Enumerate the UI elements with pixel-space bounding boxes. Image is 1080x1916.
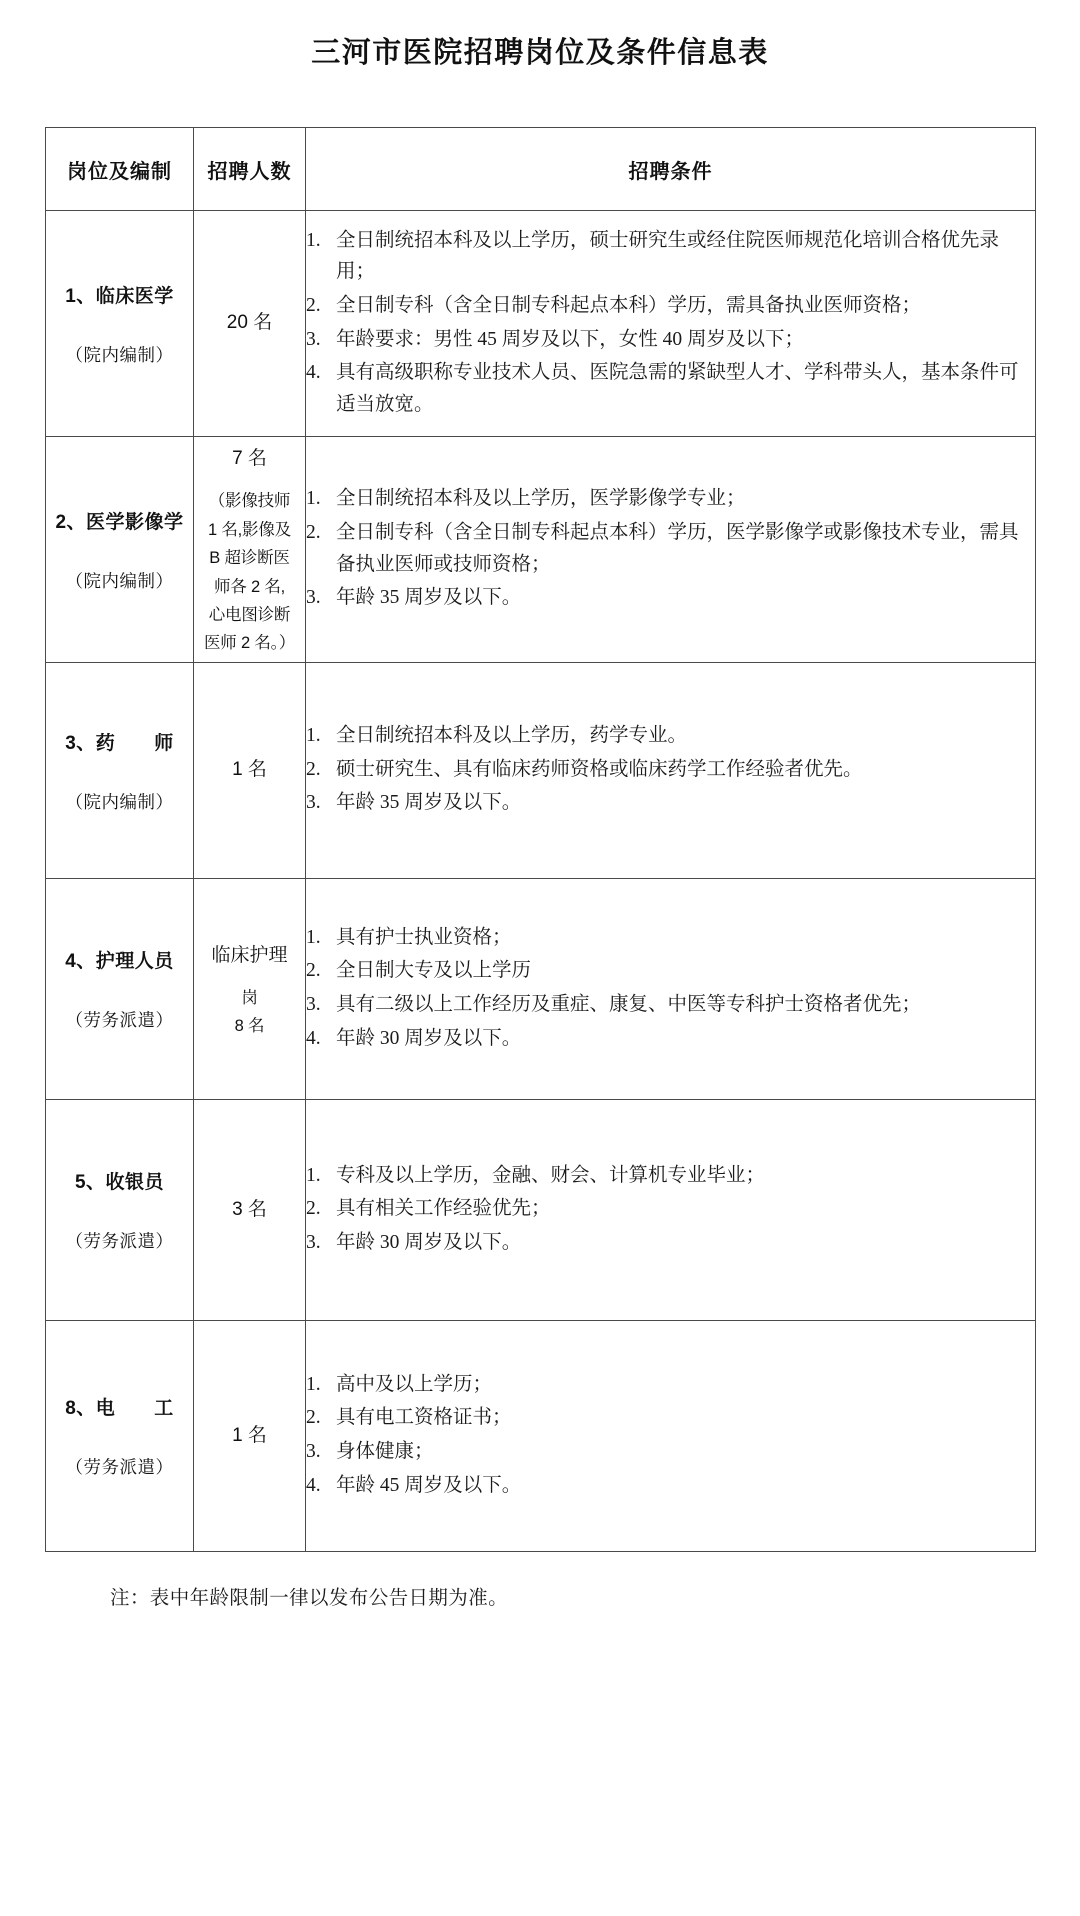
- condition-text: 全日制统招本科及以上学历，硕士研究生或经住院医师规范化培训合格优先录用；: [336, 229, 1000, 283]
- condition-marker: 3.: [306, 1441, 321, 1462]
- table-row: [46, 211, 1036, 437]
- condition-marker: 2.: [306, 960, 321, 982]
- condition-item: [306, 1227, 1035, 1259]
- condition-marker: 1.: [306, 229, 321, 251]
- condition-text: 年龄 45 周岁及以下。: [336, 1474, 522, 1496]
- condition-text: 具有护士执业资格；: [336, 926, 512, 948]
- conditions-list: [306, 922, 1035, 1054]
- cell-conditions: [306, 1321, 1036, 1552]
- cell-count: [194, 1100, 306, 1321]
- condition-marker: 1.: [306, 725, 321, 747]
- condition-marker: 3.: [306, 994, 321, 1015]
- condition-text: 年龄 30 周岁及以下。: [336, 1027, 522, 1049]
- condition-item: [306, 1402, 1035, 1434]
- conditions-list: [306, 1369, 1035, 1501]
- condition-item: [306, 225, 1035, 288]
- condition-item: [306, 1369, 1035, 1401]
- column-header-conditions: 招聘条件: [306, 128, 1036, 211]
- table-row: [46, 437, 1036, 663]
- condition-marker: 3.: [306, 1231, 321, 1253]
- condition-text: 年龄 35 周岁及以下。: [336, 792, 522, 814]
- condition-item: [306, 357, 1035, 420]
- cell-count: [194, 663, 306, 879]
- condition-marker: 2.: [306, 1407, 321, 1429]
- recruitment-table-wrapper: [45, 127, 1035, 1552]
- condition-item: [306, 1160, 1035, 1192]
- count-main: 临床护理: [211, 944, 288, 966]
- condition-item: [306, 483, 1035, 515]
- condition-text: 全日制统招本科及以上学历，医学影像学专业；: [336, 488, 746, 510]
- count-detail-line: 心电图诊断: [208, 605, 291, 624]
- condition-item: [306, 324, 1035, 356]
- cell-conditions: [306, 1100, 1036, 1321]
- post-name: 8、电 工: [65, 1398, 174, 1419]
- condition-item: [306, 517, 1035, 580]
- condition-item: [306, 1193, 1035, 1225]
- condition-item: [306, 290, 1035, 322]
- condition-item: [306, 1023, 1035, 1055]
- condition-marker: 3.: [306, 587, 321, 609]
- page-title: 三河市医院招聘岗位及条件信息表: [311, 37, 769, 69]
- post-establishment: （院内编制）: [65, 570, 174, 591]
- condition-marker: 2.: [306, 521, 321, 543]
- cell-count: [194, 211, 306, 437]
- condition-text: 具有高级职称专业技术人员、医院急需的紧缺型人才、学科带头人，基本条件可适当放宽。: [336, 362, 1019, 415]
- post-name: 5、收银员: [74, 1172, 165, 1193]
- condition-text: 全日制专科（含全日制专科起点本科）学历，医学影像学或影像技术专业，需具备执业医师或技师资格；: [336, 521, 1019, 575]
- column-header-post: 岗位及编制: [46, 128, 194, 211]
- table-header-row: [46, 128, 1036, 211]
- condition-item: [306, 1470, 1035, 1502]
- table-row: [46, 663, 1036, 879]
- count-main: 3 名: [232, 1198, 267, 1220]
- condition-item: [306, 922, 1035, 954]
- condition-marker: 2.: [306, 758, 321, 780]
- cell-count: [194, 879, 306, 1100]
- condition-text: 身体健康；: [336, 1441, 434, 1462]
- condition-text: 年龄 35 周岁及以下。: [336, 587, 522, 609]
- conditions-list: [306, 483, 1035, 613]
- condition-text: 具有二级以上工作经历及重症、康复、中医等专科护士资格者优先；: [336, 994, 922, 1015]
- cell-conditions: [306, 211, 1036, 437]
- condition-text: 年龄要求：男性 45 周岁及以下，女性 40 周岁及以下；: [336, 328, 805, 350]
- cell-post: [46, 879, 194, 1100]
- cell-post: [46, 1100, 194, 1321]
- count-detail-line: 师各 2 名,: [213, 577, 286, 596]
- count-main: 7 名: [232, 448, 267, 470]
- condition-marker: 2.: [306, 1198, 321, 1220]
- table-row: [46, 1100, 1036, 1321]
- condition-text: 全日制大专及以上学历: [336, 960, 532, 982]
- post-name: 4、护理人员: [65, 951, 174, 972]
- condition-text: 专科及以上学历，金融、财会、计算机专业毕业；: [336, 1164, 766, 1186]
- table-body: [46, 211, 1036, 1552]
- condition-item: [306, 955, 1035, 987]
- count-detail-line: 医师 2 名。）: [204, 634, 295, 653]
- conditions-list: [306, 720, 1035, 819]
- table-row: [46, 1321, 1036, 1552]
- cell-conditions: [306, 663, 1036, 879]
- cell-count: [194, 437, 306, 663]
- condition-item: [306, 1436, 1035, 1468]
- post-name: 2、医学影像学: [55, 511, 184, 533]
- footer-note: 注：表中年龄限制一律以发布公告日期为准。: [110, 1588, 509, 1609]
- count-detail: [194, 984, 305, 1041]
- condition-marker: 4.: [306, 362, 321, 384]
- count-detail-line: 8 名: [234, 1017, 265, 1036]
- post-establishment: （劳务派遣）: [65, 1010, 174, 1030]
- count-main: 1 名: [232, 759, 267, 781]
- cell-post: [46, 663, 194, 879]
- condition-marker: 1.: [306, 1373, 321, 1395]
- post-establishment: （院内编制）: [65, 791, 174, 812]
- condition-text: 全日制统招本科及以上学历，药学专业。: [336, 725, 688, 747]
- condition-item: [306, 582, 1035, 614]
- cell-post: [46, 211, 194, 437]
- condition-marker: 4.: [306, 1474, 321, 1496]
- condition-marker: 1.: [306, 1164, 321, 1186]
- condition-marker: 2.: [306, 294, 321, 316]
- post-establishment: （劳务派遣）: [65, 1231, 174, 1251]
- cell-conditions: [306, 879, 1036, 1100]
- condition-item: [306, 720, 1035, 752]
- conditions-list: [306, 225, 1035, 420]
- condition-marker: 1.: [306, 926, 321, 948]
- condition-marker: 3.: [306, 328, 321, 350]
- table-header: [46, 128, 1036, 211]
- condition-item: [306, 989, 1035, 1021]
- count-detail-line: （影像技师: [208, 492, 291, 511]
- condition-item: [306, 754, 1035, 786]
- table-row: [46, 879, 1036, 1100]
- count-main: 1 名: [232, 1424, 267, 1446]
- condition-marker: 1.: [306, 488, 321, 510]
- post-name: 1、临床医学: [65, 285, 174, 307]
- post-name: 3、药 师: [65, 732, 174, 754]
- condition-text: 具有相关工作经验优先；: [336, 1198, 551, 1220]
- cell-post: [46, 1321, 194, 1552]
- condition-marker: 4.: [306, 1027, 321, 1049]
- post-establishment: （劳务派遣）: [65, 1457, 174, 1477]
- condition-text: 年龄 30 周岁及以下。: [336, 1231, 522, 1253]
- column-header-count: 招聘人数: [194, 128, 306, 211]
- count-detail-line: B 超诊断医: [209, 549, 290, 568]
- conditions-list: [306, 1160, 1035, 1259]
- count-detail-line: 1 名,影像及: [208, 520, 291, 539]
- condition-item: [306, 787, 1035, 819]
- condition-text: 具有电工资格证书；: [336, 1407, 512, 1429]
- cell-conditions: [306, 437, 1036, 663]
- recruitment-table: [45, 127, 1036, 1552]
- count-main: 20 名: [226, 312, 273, 334]
- post-establishment: （院内编制）: [65, 344, 174, 365]
- cell-post: [46, 437, 194, 663]
- count-detail: [194, 487, 305, 657]
- condition-text: 高中及以上学历；: [336, 1373, 493, 1395]
- cell-count: [194, 1321, 306, 1552]
- condition-text: 硕士研究生、具有临床药师资格或临床药学工作经验者优先。: [336, 758, 863, 780]
- count-detail-line: 岗: [241, 988, 258, 1007]
- condition-marker: 3.: [306, 792, 321, 814]
- condition-text: 全日制专科（含全日制专科起点本科）学历，需具备执业医师资格；: [336, 294, 922, 316]
